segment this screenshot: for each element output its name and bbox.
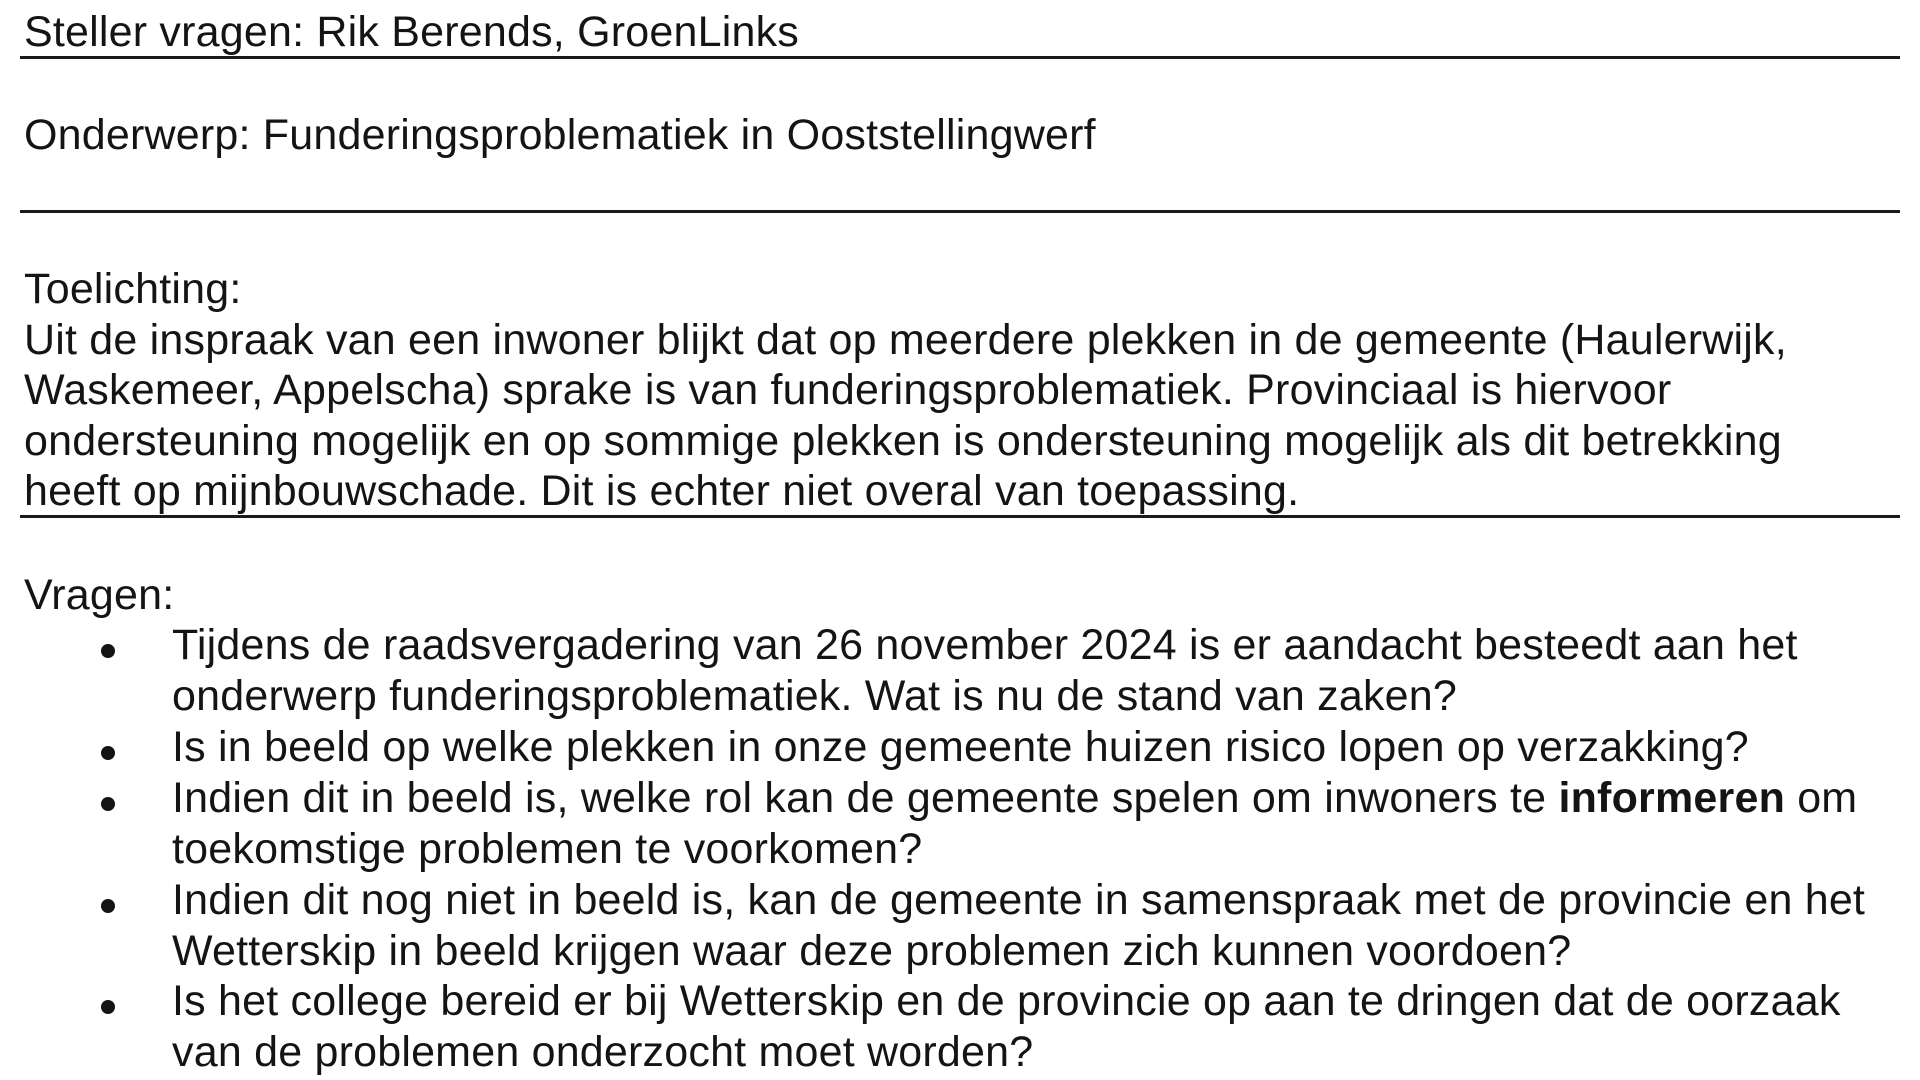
vraag-3-text-start: Indien dit in beeld is, welke rol kan de gemeente spelen om inwoners te	[172, 774, 1559, 822]
bullet-1	[101, 644, 115, 658]
onderwerp: Onderwerp: Funderingsproblematiek in Ooststellingwerf	[24, 111, 1096, 159]
toelichting-line-3: ondersteuning mogelijk en op sommige plekken is ondersteuning mogelijk als dit betrekking	[24, 417, 1782, 465]
divider-2	[20, 210, 1900, 213]
vraag-3-text-end: om toekomstige problemen te voorkomen?	[172, 774, 1858, 873]
divider-1	[20, 56, 1900, 59]
vraag-3	[172, 773, 1892, 875]
vraag-3-bold-word: informeren	[1558, 774, 1786, 822]
steller-vragen: Steller vragen: Rik Berends, GroenLinks	[24, 8, 799, 56]
bullet-5	[101, 1000, 115, 1014]
vraag-2: Is in beeld op welke plekken in onze gemeente huizen risico lopen op verzakking?	[172, 723, 1749, 771]
vragen-heading: Vragen:	[24, 571, 175, 619]
vraag-4: Indien dit nog niet in beeld is, kan de gemeente in samenspraak met de provincie en het Wetterskip in beeld krijgen waar deze problemen zich kunnen voordoen?	[172, 876, 1866, 975]
bullet-2	[101, 746, 115, 760]
bullet-3	[101, 797, 115, 811]
divider-3	[20, 515, 1900, 518]
vraag-5: Is het college bereid er bij Wetterskip en de provincie op aan te dringen dat de oorzaak van de problemen onderzocht moet worden?	[172, 977, 1841, 1076]
vraag-1: Tijdens de raadsvergadering van 26 november 2024 is er aandacht besteedt aan het onderwerp funderingsproblematiek. Wat is nu de stand van zaken?	[172, 621, 1798, 720]
toelichting-line-2: Waskemeer, Appelscha) sprake is van funderingsproblematiek. Provinciaal is hiervoor	[24, 366, 1672, 414]
toelichting-heading: Toelichting:	[24, 265, 242, 313]
toelichting-line-1: Uit de inspraak van een inwoner blijkt dat op meerdere plekken in de gemeente (Haulerwijk,	[24, 316, 1787, 364]
toelichting-line-4: heeft op mijnbouwschade. Dit is echter niet overal van toepassing.	[24, 467, 1300, 515]
bullet-4	[101, 899, 115, 913]
